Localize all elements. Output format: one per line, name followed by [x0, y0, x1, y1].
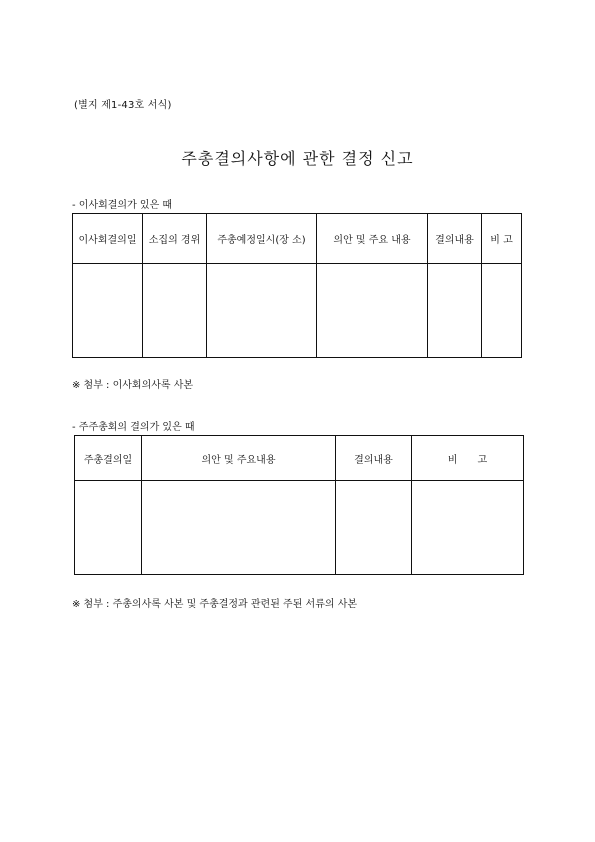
cell-convocation[interactable] — [143, 264, 207, 358]
cell-remarks[interactable] — [482, 264, 522, 358]
cell-meeting-date[interactable] — [75, 481, 142, 575]
header-resolution: 결의내용 — [428, 214, 482, 264]
table-row — [75, 481, 524, 575]
cell-agenda[interactable] — [142, 481, 336, 575]
form-reference: (별지 제1-43호 서식) — [74, 100, 172, 111]
header-convocation: 소집의 경위 — [143, 214, 207, 264]
meeting-section-label: - 주주총회의 결의가 있은 때 — [72, 422, 195, 433]
table-header-row — [75, 436, 524, 481]
header-remarks: 비 고 — [412, 436, 524, 481]
meeting-resolution-table — [74, 435, 524, 575]
meeting-attachment-note: ※ 첨부 : 주총의사록 사본 및 주총결정과 관련된 주된 서류의 사본 — [72, 599, 358, 610]
header-agenda: 의안 및 주요내용 — [142, 436, 336, 481]
header-meeting-date: 주총결의일 — [75, 436, 142, 481]
cell-board-date[interactable] — [73, 264, 143, 358]
cell-remarks[interactable] — [412, 481, 524, 575]
cell-agenda[interactable] — [317, 264, 428, 358]
board-section-label: - 이사회결의가 있은 때 — [72, 200, 173, 211]
header-agenda: 의안 및 주요 내용 — [317, 214, 428, 264]
header-remarks: 비 고 — [482, 214, 522, 264]
cell-resolution[interactable] — [336, 481, 412, 575]
cell-resolution[interactable] — [428, 264, 482, 358]
board-resolution-table — [72, 213, 522, 358]
document-title: 주총결의사항에 관한 결정 신고 — [181, 149, 414, 168]
table-header-row — [73, 214, 522, 264]
header-board-date: 이사회결의일 — [73, 214, 143, 264]
table-row — [73, 264, 522, 358]
cell-meeting-schedule[interactable] — [207, 264, 317, 358]
header-resolution: 결의내용 — [336, 436, 412, 481]
header-meeting-schedule: 주총예정일시(장 소) — [207, 214, 317, 264]
board-attachment-note: ※ 첨부 : 이사회의사록 사본 — [72, 380, 194, 391]
